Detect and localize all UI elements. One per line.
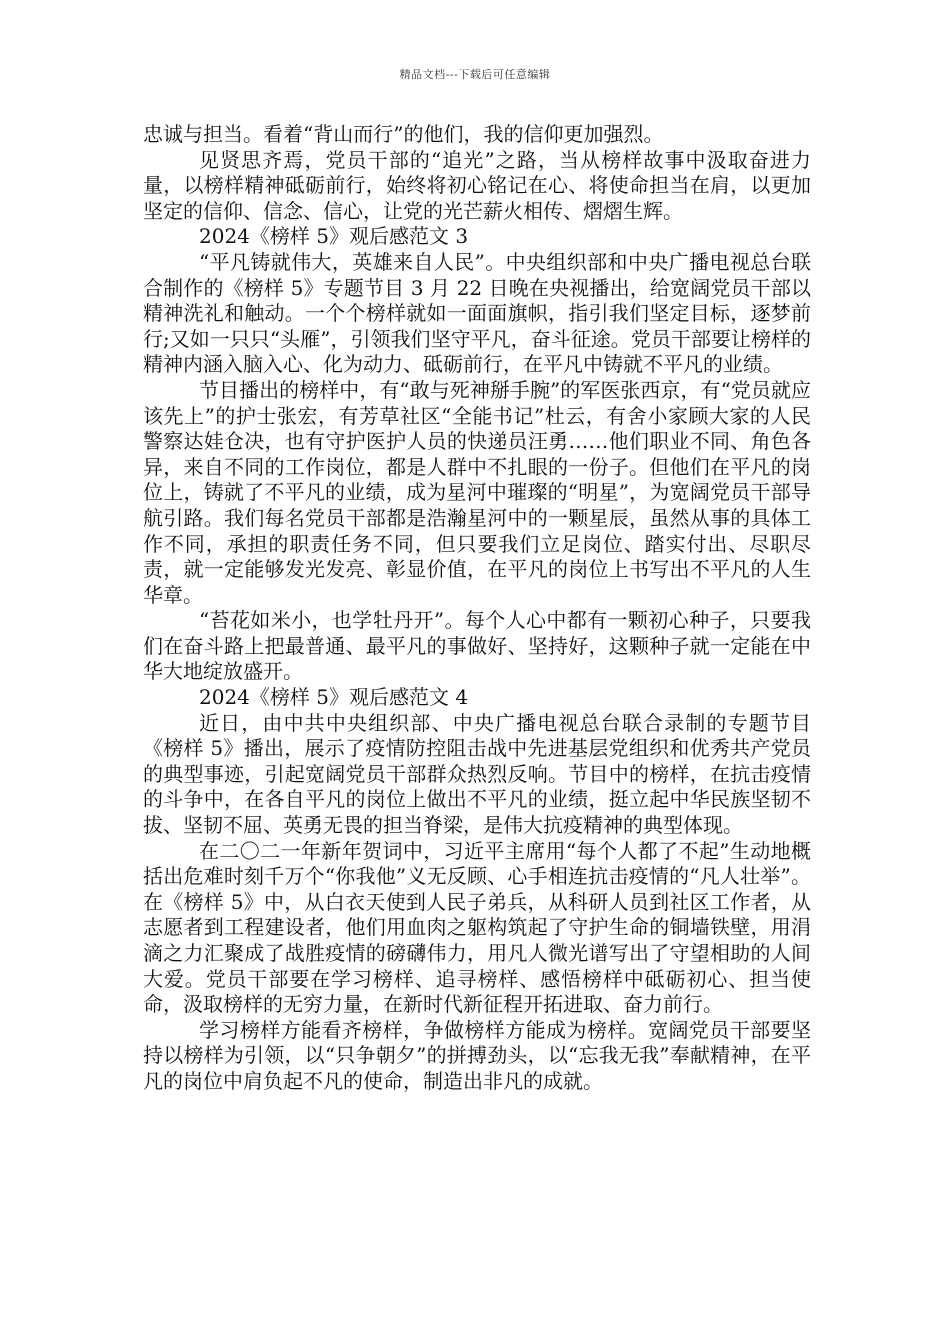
section-heading: 2024《榜样 5》观后感范文 3 [199, 224, 469, 249]
section-heading: 2024《榜样 5》观后感范文 4 [199, 685, 469, 710]
paragraph: 节目播出的榜样中，有“敢与死神掰手腕”的军医张西京，有“党员就应该先上”的护士张宏，有芳草社区“全能书记”杜云，有舍小家顾大家的人民警察达娃仓决，也有守护医护人员的快递员汪勇……他们职业不同、角色各异，来自不同的工作岗位，都是人群中不扎眼的一份子。但他们在平凡的岗位上，铸就了不平凡的业绩，成为星河中璀璨的“明星”，为宽阔党员干部导航引路。我们每名党员干部都是浩瀚星河中的一颗星辰，虽然从事的具体工作不同，承担的职责任务不同，但只要我们立足岗位、踏实付出、尽职尽责，就一定能够发光发亮、彰显价值，在平凡的岗位上书写出不平凡的人生华章。 [143, 377, 811, 607]
paragraph: 在二〇二一年新年贺词中，习近平主席用“每个人都了不起”生动地概括出危难时刻千万个“你我他”义无反顾、心手相连抗击疫情的“凡人壮举”。在《榜样 5》中，从白衣天使到人民子弟兵，从科研人员到社区工作者，从志愿者到工程建设者，他们用血肉之躯构筑起了守护生命的铜墙铁壁，用涓滴之力汇聚成了战胜疫情的磅礴伟力，用凡人微光谱写出了守望相助的人间大爱。党员干部要在学习榜样、追寻榜样、感悟榜样中砥砺初心、担当使命，汲取榜样的无穷力量，在新时代新征程开拓进取、奋力前行。 [143, 838, 811, 1017]
paragraph: 忠诚与担当。看着“背山而行”的他们，我的信仰更加强烈。 [143, 122, 664, 146]
document-body [143, 122, 811, 1095]
paragraph: 近日，由中共中央组织部、中央广播电视总台联合录制的专题节目《榜样 5》播出，展示了疫情防控阻击战中先进基层党组织和优秀共产党员的典型事迹，引起宽阔党员干部群众热烈反响。节目中的榜样，在抗击疫情的斗争中，在各自平凡的岗位上做出不平凡的业绩，挺立起中华民族坚韧不拔、坚韧不屈、英勇无畏的担当脊梁，是伟大抗疫精神的典型体现。 [143, 710, 811, 838]
paragraph: “苔花如米小，也学牡丹开”。每个人心中都有一颗初心种子，只要我们在奋斗路上把最普通、最平凡的事做好、坚持好，这颗种子就一定能在中华大地绽放盛开。 [143, 608, 811, 684]
paragraph: 学习榜样方能看齐榜样，争做榜样方能成为榜样。宽阔党员干部要坚持以榜样为引领，以“只争朝夕”的拼搏劲头，以“忘我无我”奉献精神，在平凡的岗位中肩负起不凡的使命，制造出非凡的成就。 [143, 1017, 811, 1093]
page-header: 精品文档---下载后可任意编辑 [399, 68, 551, 81]
paragraph: 见贤思齐焉，党员干部的“追光”之路，当从榜样故事中汲取奋进力量，以榜样精神砥砺前行，始终将初心铭记在心、将使命担当在肩，以更加坚定的信仰、信念、信心，让党的光芒薪火相传、熠熠生辉。 [143, 147, 811, 223]
paragraph: “平凡铸就伟大，英雄来自人民”。中央组织部和中央广播电视总台联合制作的《榜样 5》专题节目 3 月 22 日晚在央视播出，给宽阔党员干部以精神洗礼和触动。一个个榜样就如一面面旗帜，指引我们坚定目标，逐梦前行;又如一只只“头雁”，引领我们坚守平凡，奋斗征途。党员干部要让榜样的精神内涵入脑入心、化为动力、砥砺前行，在平凡中铸就不平凡的业绩。 [143, 249, 811, 377]
